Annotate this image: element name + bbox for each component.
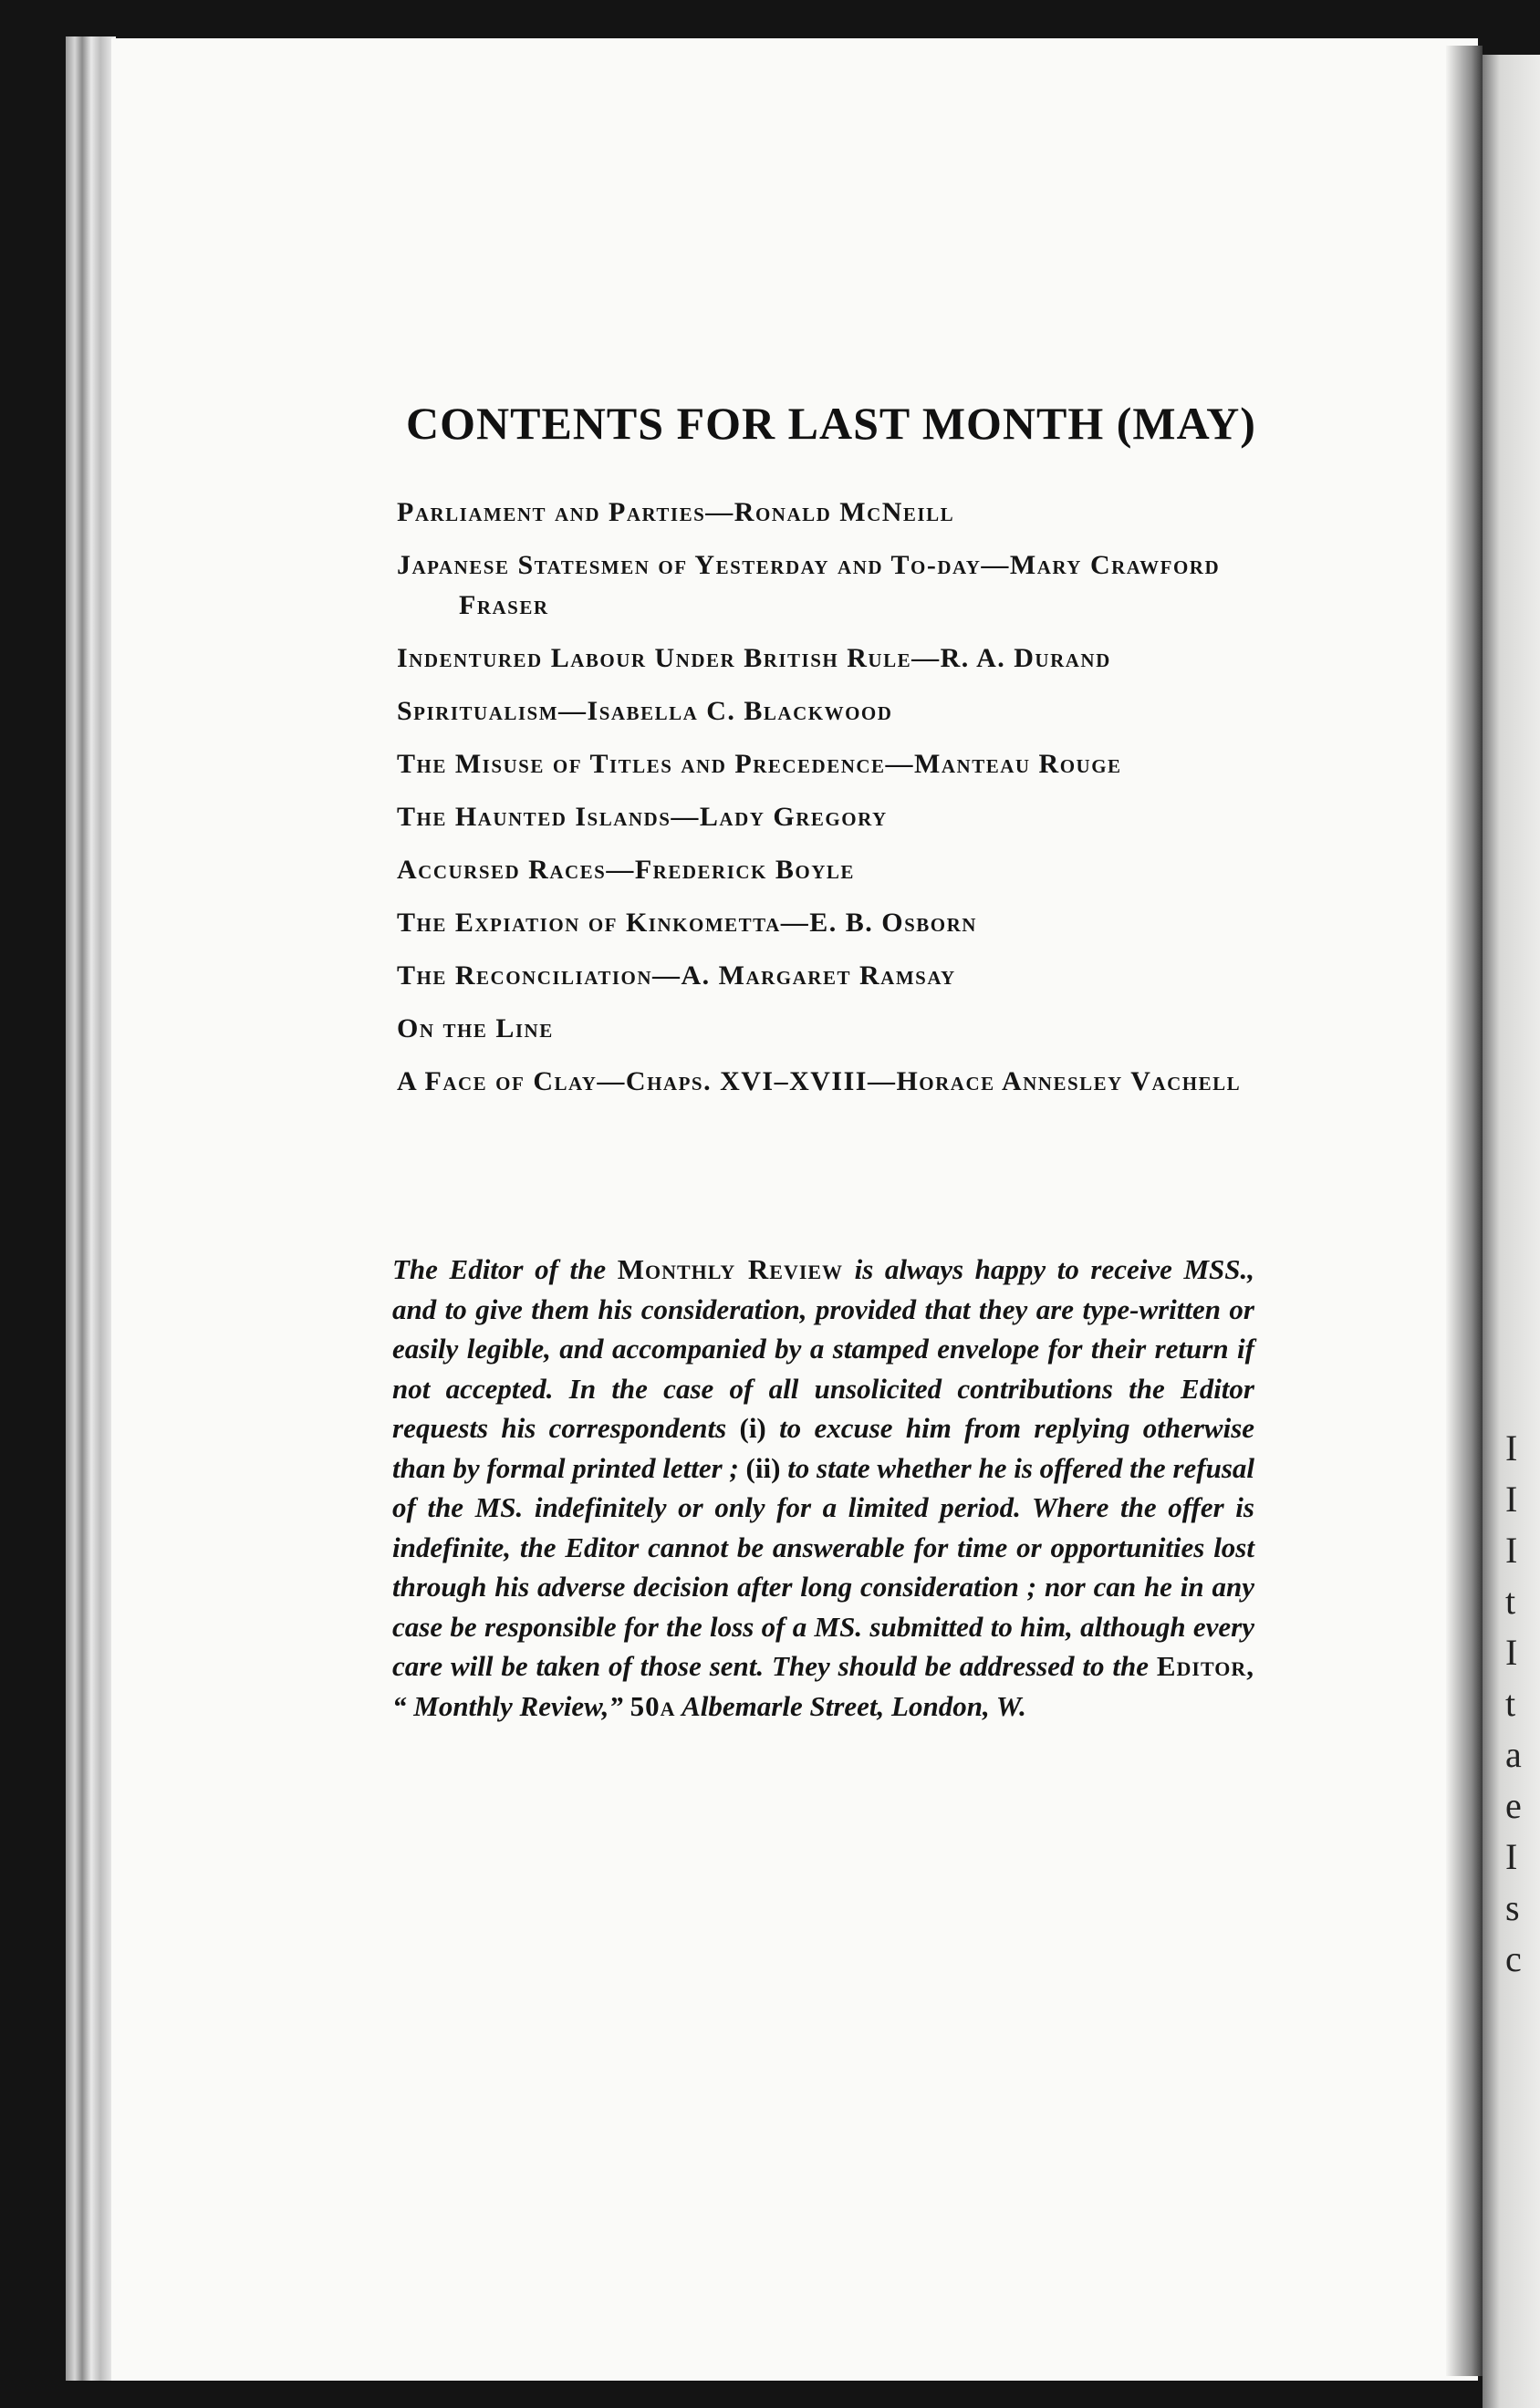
toc-entry: The Haunted Islands—Lady Gregory [397,802,888,832]
contents-heading: CONTENTS FOR LAST MONTH (MAY) [406,398,1256,449]
contents-list [397,493,1273,1115]
book-gutter [66,36,116,2381]
note-text: “ Monthly Review,” [392,1689,623,1722]
facing-letter: I [1505,1479,1518,1520]
toc-entry: Accursed Races—Frederick Boyle [397,855,855,885]
editor-word: Editor, [1156,1650,1255,1682]
numeral: (i) [739,1412,766,1444]
page-shadow [1446,46,1483,2376]
facing-letter: I [1505,1427,1518,1469]
toc-entry: The Reconciliation—A. Margaret Ramsay [397,960,956,991]
street-number: 50a [630,1689,676,1722]
note-text: to excuse him from replying otherwise than by formal printed letter ; [392,1412,1255,1484]
toc-entry: The Expiation of Kinkometta—E. B. Osborn [397,908,977,938]
magazine-name: Monthly Review [617,1253,844,1285]
book-page [111,38,1478,2381]
note-text: is always happy to receive MSS., and to give them his consideration, provided that they are type-written or easily legible, and accompanied by a stamped envelope for their return if not accepted. In the case of all unsolicited contributions the Editor requests his correspondents [392,1253,1255,1444]
toc-entry: Japanese Statesmen of Yesterday and To-day—Mary Crawford Fraser [397,550,1221,620]
facing-letter: I [1505,1836,1518,1877]
facing-page-letters [1505,1423,1540,1985]
facing-letter: t [1505,1683,1516,1724]
toc-entry: Parliament and Parties—Ronald McNeill [397,497,955,527]
facing-letter: t [1505,1581,1516,1622]
toc-entry: Indentured Labour Under British Rule—R. A. Durand [397,643,1111,673]
toc-entry: The Misuse of Titles and Precedence—Manteau Rouge [397,749,1122,779]
facing-page-edge [1483,55,1540,2408]
numeral: (ii) [745,1451,781,1484]
editor-note [392,1250,1254,1726]
facing-letter: I [1505,1632,1518,1673]
note-text: The Editor of the [392,1253,607,1285]
toc-entry: A Face of Clay—Chaps. XVI–XVIII—Horace Annesley Vachell [397,1066,1242,1096]
note-text: Albemarle Street, London, W. [682,1689,1026,1722]
note-text: to state whether he is offered the refusal of the MS. indefinitely or only for a limited period. Where the offer is indefinite, the Editor cannot be answerable for time or opportunities lost through his adverse decision after long consideration ; nor can he in any case be responsible for the loss of a MS. submitted to him, although every care will be taken of those sent. They should be addressed to the [392,1451,1255,1682]
facing-letter: e [1505,1785,1522,1826]
toc-entry: Spiritualism—Isabella C. Blackwood [397,696,893,726]
toc-entry: On the Line [397,1013,554,1043]
facing-letter: I [1505,1530,1518,1571]
facing-letter: a [1505,1734,1522,1775]
facing-letter: c [1505,1938,1522,1979]
facing-letter: s [1505,1887,1520,1928]
